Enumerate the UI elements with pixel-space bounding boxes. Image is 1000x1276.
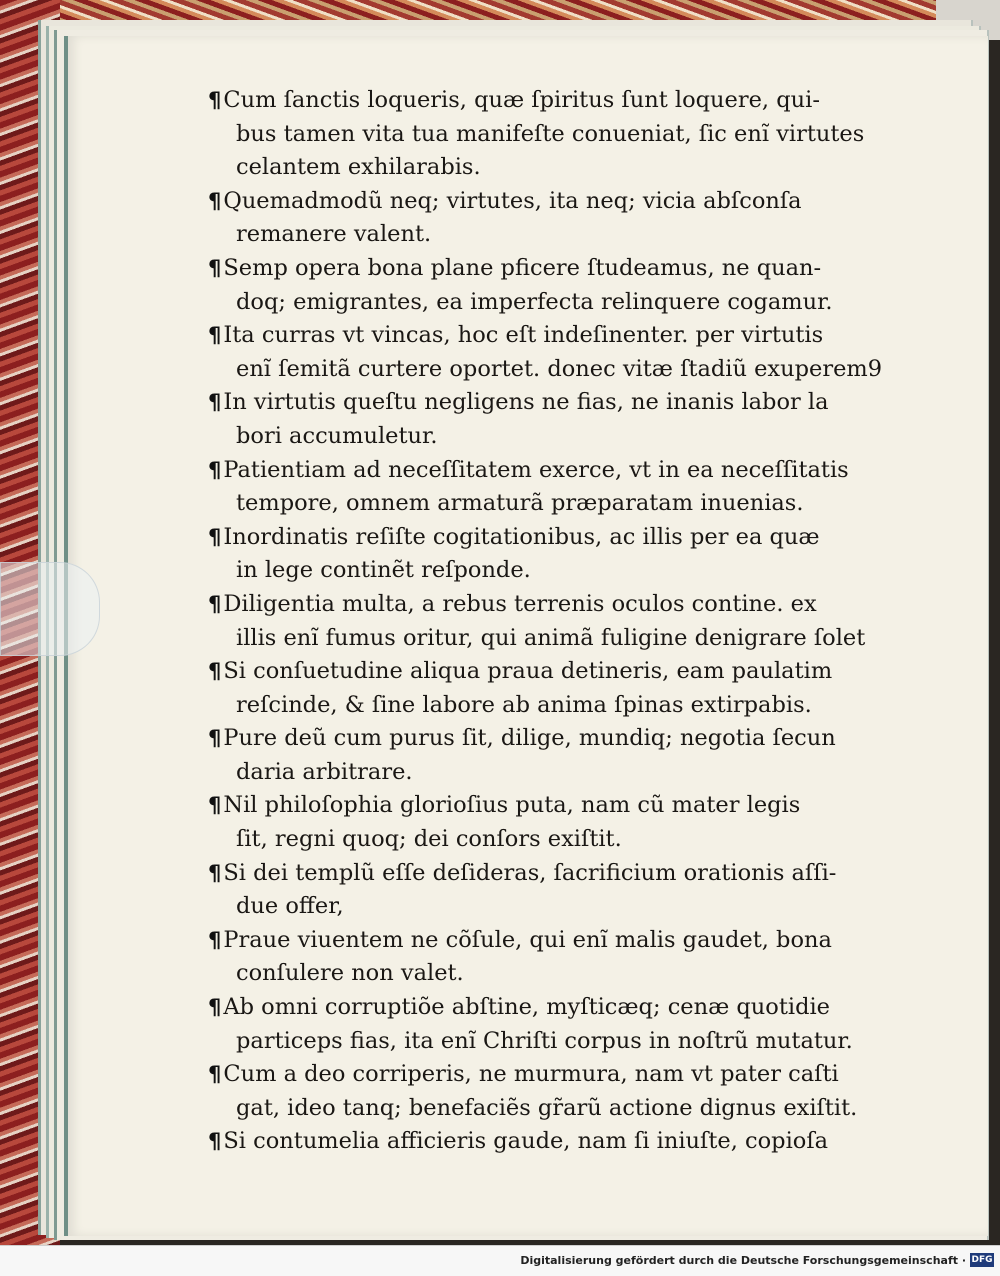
line-text: daria arbitrare. xyxy=(236,758,413,785)
paragraph-first-line xyxy=(208,1125,908,1159)
line-text: Quemadmodũ neq; virtutes, ita neq; vicia abſconſa xyxy=(223,187,802,214)
paragraph-first-line xyxy=(208,722,908,756)
line-text: due offer, xyxy=(236,893,344,920)
paragraph-first-line xyxy=(208,991,908,1025)
text-line xyxy=(208,622,908,656)
line-text: Nil philoſophia glorioſius puta, nam cũ mater legis xyxy=(223,792,801,819)
paragraph-first-line xyxy=(208,454,908,488)
line-text: Pure deũ cum purus ſit, dilige, mundiq; negotia ſecun xyxy=(223,725,836,752)
pilcrow-icon: ¶ xyxy=(208,457,222,482)
text-line xyxy=(208,487,908,521)
text-line xyxy=(208,218,908,252)
text-line xyxy=(208,1025,908,1059)
paragraph-first-line xyxy=(208,185,908,219)
pilcrow-icon: ¶ xyxy=(208,88,222,112)
pilcrow-icon: ¶ xyxy=(208,323,222,348)
page-clip xyxy=(0,562,100,656)
paragraph-first-line xyxy=(208,319,908,353)
line-text: bori accumuletur. xyxy=(236,422,438,449)
funding-credit: Digitalisierung gefördert durch die Deutsche Forschungsgemeinschaft · xyxy=(520,1254,966,1267)
line-text: Semp opera bona plane pficere ſtudeamus, ne quan- xyxy=(223,254,822,281)
text-line xyxy=(208,756,908,790)
dfg-logo[interactable]: DFG xyxy=(971,1255,993,1265)
paragraph-first-line xyxy=(208,588,908,622)
line-text: Diligentia multa, a rebus terrenis oculos contine. ex xyxy=(223,590,817,617)
line-text: Cum ſanctis loqueris, quæ ſpiritus ſunt loquere, qui- xyxy=(223,87,820,113)
line-text: gat, ideo tanq; benefaciẽs gr̃arũ actione dignus exiſtit. xyxy=(236,1094,858,1121)
pilcrow-icon: ¶ xyxy=(208,927,222,952)
line-text: Patientiam ad neceſſitatem exerce, vt in ea neceſſitatis xyxy=(223,456,849,483)
pilcrow-icon: ¶ xyxy=(208,726,222,751)
line-text: tempore, omnem armaturã præparatam inuenias. xyxy=(236,490,804,517)
line-text: reſcinde, & ſine labore ab anima ſpinas extirpabis. xyxy=(236,691,812,718)
line-text: Si dei templũ eſſe deſideras, ſacrificium orationis aſſi- xyxy=(223,859,837,886)
line-text: particeps fias, ita enĩ Chriſti corpus in noſtrũ mutatur. xyxy=(236,1027,853,1054)
line-text: ſit, regni quoq; dei conſors exiſtit. xyxy=(236,826,622,853)
line-text: Ab omni corruptiõe abſtine, myſticæq; cenæ quotidie xyxy=(223,994,830,1021)
paragraph-first-line xyxy=(208,857,908,891)
paragraph-first-line xyxy=(208,252,908,286)
footer-bar xyxy=(0,1245,1000,1276)
line-text: conſulere non valet. xyxy=(236,960,464,987)
line-text: Si contumelia afficieris gaude, nam ſi iniuſte, copioſa xyxy=(223,1128,829,1155)
line-text: doq; emigrantes, ea imperfecta relinquere cogamur. xyxy=(236,288,833,315)
line-text: illis enĩ fumus oritur, qui animã fuligine denigrare ſolet xyxy=(236,624,866,651)
text-line xyxy=(208,689,908,723)
paragraph-first-line xyxy=(208,655,908,689)
paragraph-first-line xyxy=(208,789,908,823)
paragraph-first-line xyxy=(208,386,908,420)
text-line xyxy=(208,1092,908,1126)
line-text: enĩ ſemitã curtere oportet. donec vitæ ſtadiũ exuperem9 xyxy=(236,355,883,382)
paragraph-first-line xyxy=(208,521,908,555)
line-text: Inordinatis reſiſte cogitationibus, ac illis per ea quæ xyxy=(223,523,820,550)
line-text: Ita curras vt vincas, hoc eſt indeſinenter. per virtutis xyxy=(223,322,824,349)
paragraph-first-line xyxy=(208,84,908,118)
paragraph-first-line xyxy=(208,1058,908,1092)
page-text xyxy=(208,84,908,1159)
line-text: Praue viuentem ne cõſule, qui enĩ malis gaudet, bona xyxy=(223,926,832,953)
text-line xyxy=(208,118,908,152)
pilcrow-icon: ¶ xyxy=(208,860,222,885)
line-text: Cum a deo corriperis, ne murmura, nam vt pater caſti xyxy=(223,1061,839,1088)
pilcrow-icon: ¶ xyxy=(208,255,222,280)
text-line xyxy=(208,957,908,991)
line-text: in lege continẽt reſponde. xyxy=(236,557,531,584)
pilcrow-icon: ¶ xyxy=(208,793,222,818)
text-line xyxy=(208,151,908,185)
pilcrow-icon: ¶ xyxy=(208,591,222,616)
line-text: remanere valent. xyxy=(236,221,432,248)
pilcrow-icon: ¶ xyxy=(208,1129,222,1154)
pilcrow-icon: ¶ xyxy=(208,188,222,213)
pilcrow-icon: ¶ xyxy=(208,1062,222,1087)
text-line xyxy=(208,353,908,387)
line-text: celantem exhilarabis. xyxy=(236,154,481,181)
line-text: In virtutis queſtu negligens ne fias, ne inanis labor la xyxy=(223,389,829,416)
text-line xyxy=(208,554,908,588)
paragraph-first-line xyxy=(208,924,908,958)
pilcrow-icon: ¶ xyxy=(208,659,222,684)
text-line xyxy=(208,890,908,924)
text-line xyxy=(208,823,908,857)
pilcrow-icon: ¶ xyxy=(208,524,222,549)
pilcrow-icon: ¶ xyxy=(208,390,222,415)
text-line xyxy=(208,420,908,454)
line-text: bus tamen vita tua manifeſte conueniat, ſic enĩ virtutes xyxy=(236,120,865,147)
text-line xyxy=(208,286,908,320)
line-text: Si conſuetudine aliqua praua detineris, eam paulatim xyxy=(223,658,833,685)
pilcrow-icon: ¶ xyxy=(208,995,222,1020)
